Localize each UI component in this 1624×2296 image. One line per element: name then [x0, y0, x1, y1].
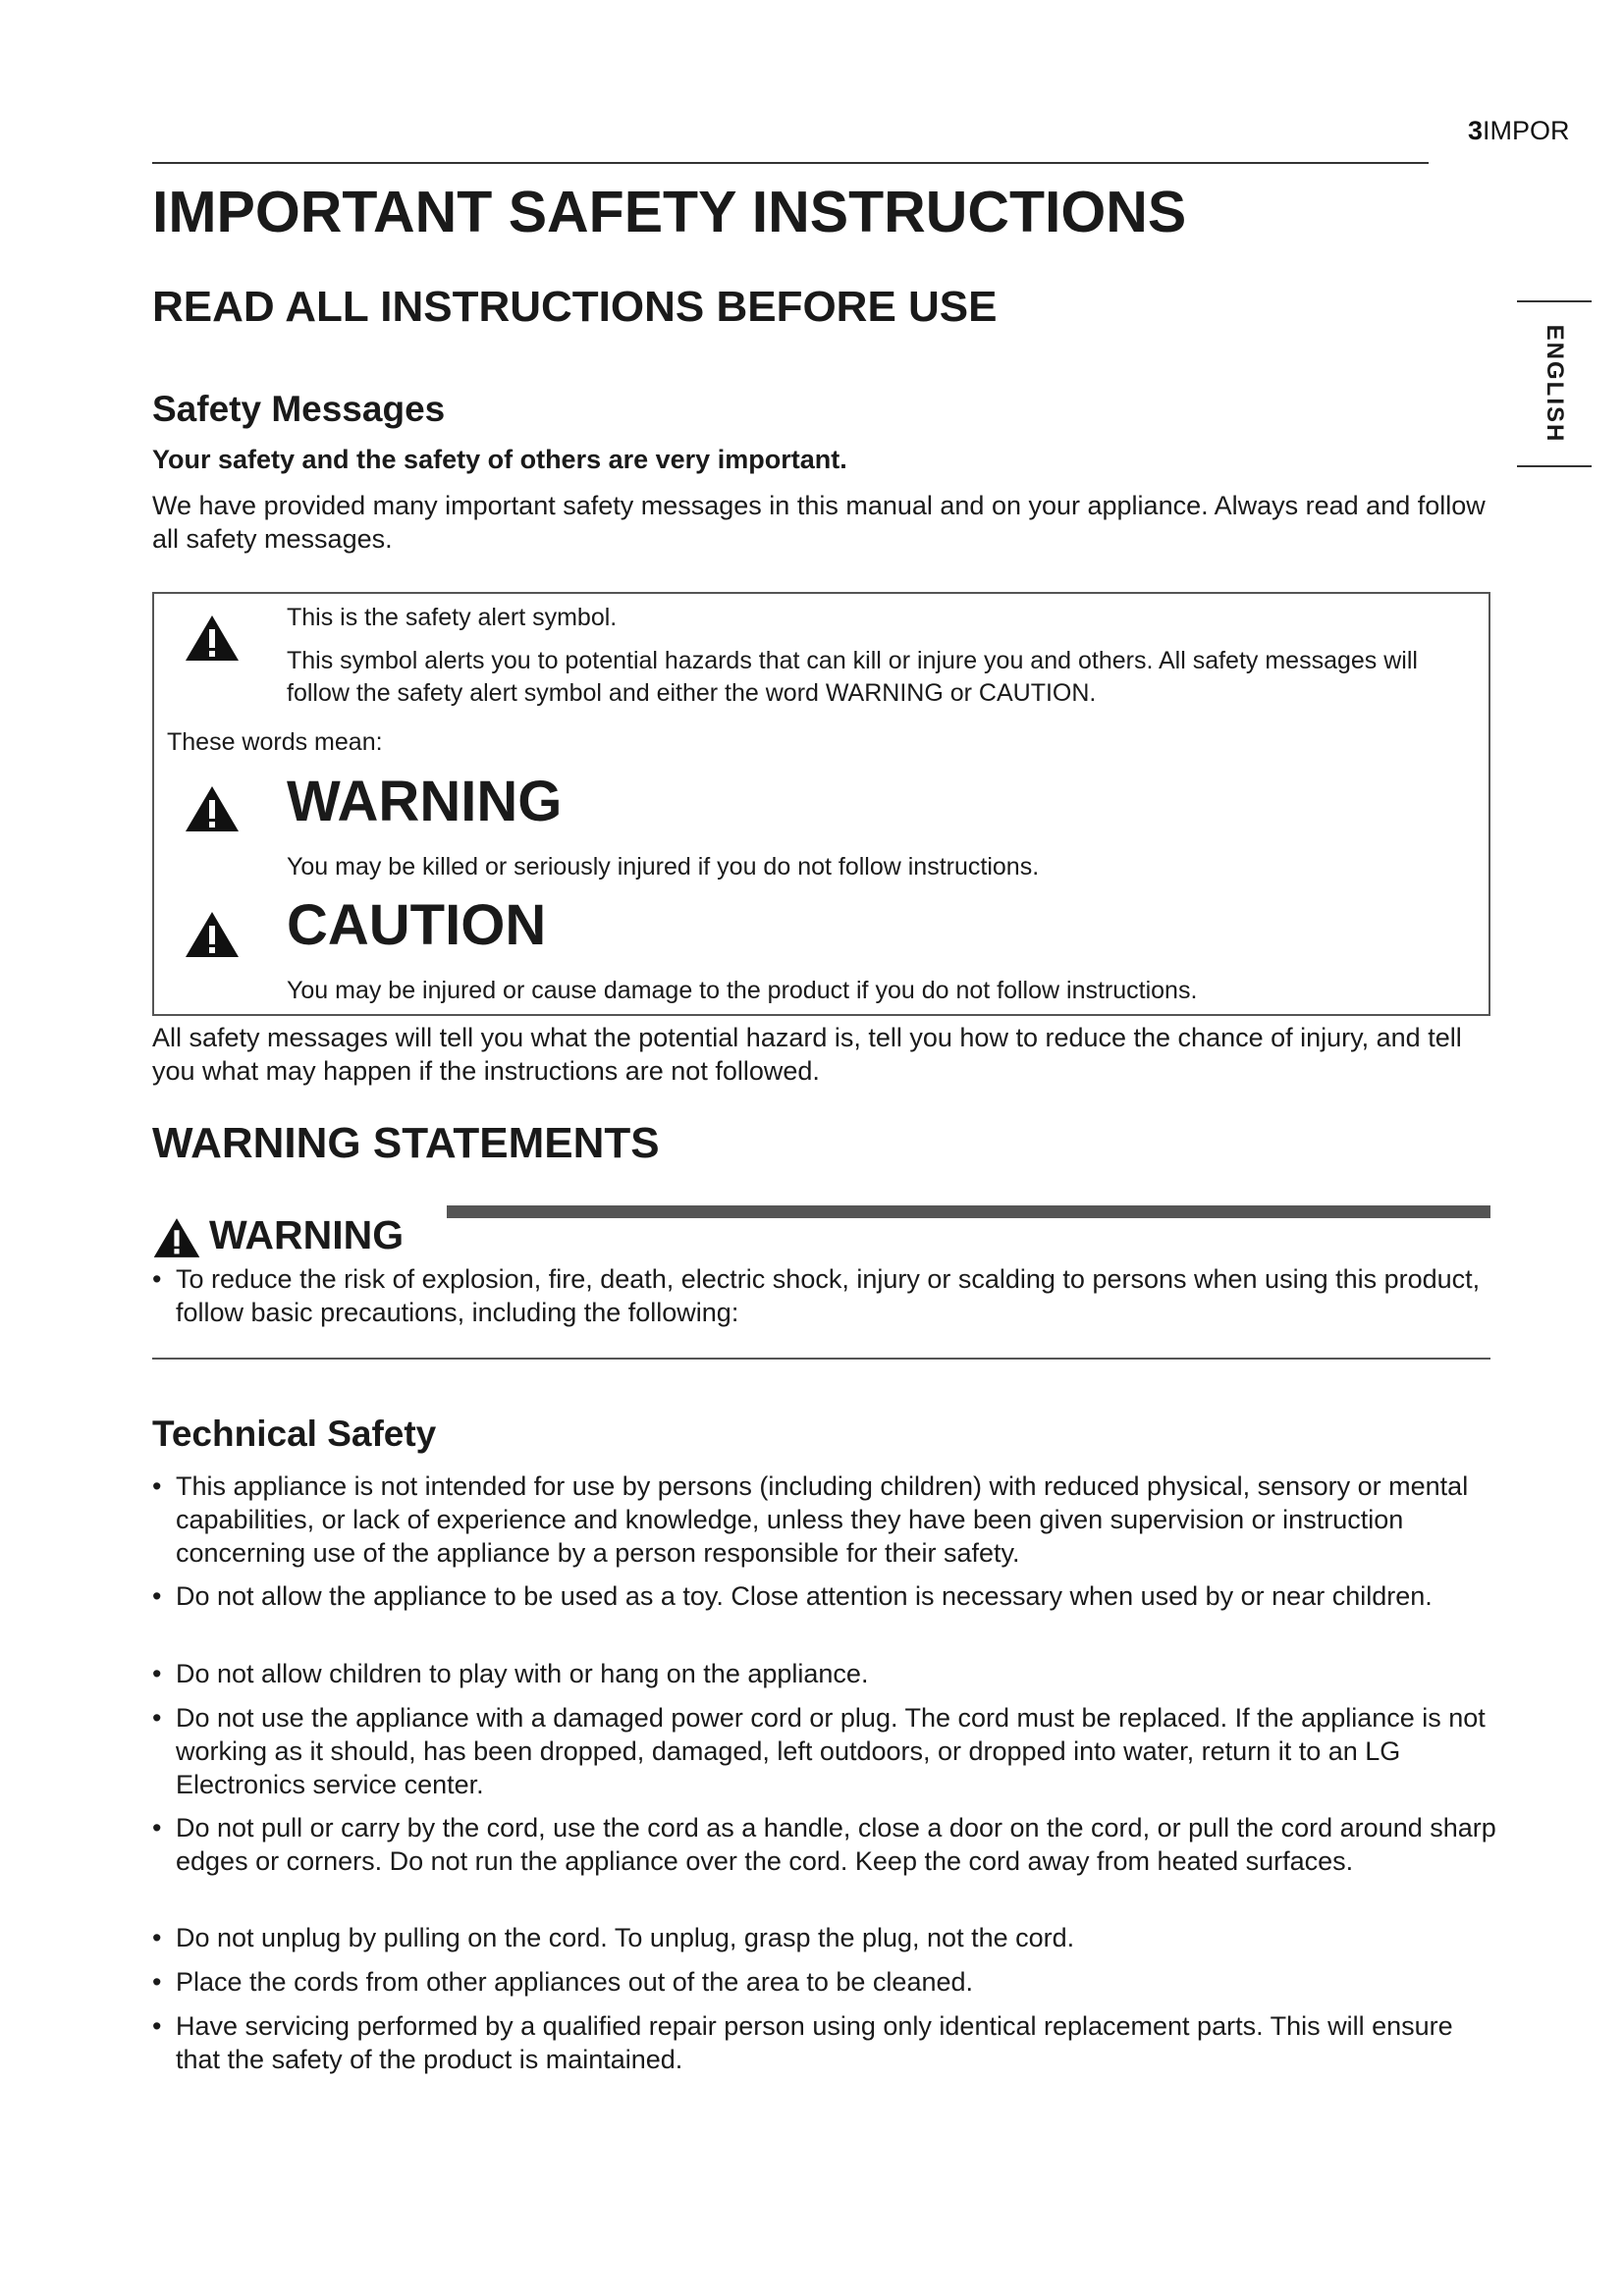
list-item — [152, 1579, 1497, 1613]
running-title: IMPOR — [1483, 116, 1570, 145]
bullet-dot: • — [152, 1703, 162, 1733]
words-mean-label: These words mean: — [167, 728, 383, 756]
list-item — [152, 1921, 1497, 1954]
list-item-text: Do not use the appliance with a damaged power cord or plug. The cord must be replaced. If the appliance is not working as it should, has been dropped, damaged, left outdoors, or dropped into water, return it to an LG Electronics service center. — [176, 1703, 1486, 1799]
safety-alert-icon — [184, 614, 241, 663]
list-item — [152, 1469, 1497, 1570]
safety-messages-heading: Safety Messages — [152, 389, 446, 429]
list-item-text: Place the cords from other appliances out of the area to be cleaned. — [176, 1967, 974, 1997]
list-item-text: Do not unplug by pulling on the cord. To unplug, grasp the plug, not the cord. — [176, 1923, 1075, 1952]
symbol-line: This is the safety alert symbol. — [287, 604, 618, 631]
list-item-text: Have servicing performed by a qualified repair person using only identical replacement parts. This will ensure that the safety of the product is maintained. — [176, 2011, 1453, 2074]
page-number: 3 — [1468, 116, 1484, 145]
caution-alert-icon — [184, 910, 241, 959]
warning-statements-heading: WARNING STATEMENTS — [152, 1119, 660, 1167]
list-item — [152, 1965, 1497, 1999]
bullet-dot: • — [152, 2011, 162, 2041]
technical-safety-heading: Technical Safety — [152, 1414, 437, 1454]
symbol-description: This symbol alerts you to potential hazards that can kill or injure you and others. All safety messages will follow the safety alert symbol and either the word WARNING or CAUTION. — [287, 647, 1418, 707]
list-item-text: Do not allow the appliance to be used as a toy. Close attention is necessary when used by or near children. — [176, 1581, 1433, 1611]
warning-bullet — [152, 1262, 1490, 1329]
caution-definition: You may be injured or cause damage to the product if you do not follow instructions. — [287, 977, 1198, 1004]
warning-label — [152, 1212, 404, 1259]
page-header — [1468, 116, 1570, 146]
warning-icon — [152, 1216, 201, 1259]
warning-bottom-rule — [152, 1358, 1490, 1360]
side-tab-top-rule — [1517, 300, 1592, 302]
list-item — [152, 2009, 1497, 2076]
safety-summary-paragraph: All safety messages will tell you what the potential hazard is, tell you how to reduce the chance of injury, and tell you what may happen if the instructions are not followed. — [152, 1023, 1462, 1086]
warning-alert-icon — [184, 784, 241, 833]
bullet-dot: • — [152, 1471, 162, 1501]
warning-bullet-text: To reduce the risk of explosion, fire, death, electric shock, injury or scalding to persons when using this product, follow basic precautions, including the following: — [176, 1264, 1481, 1327]
safety-intro-paragraph: We have provided many important safety messages in this manual and on your appliance. Always read and follow all safety messages. — [152, 491, 1486, 554]
bullet-dot: • — [152, 1967, 162, 1997]
side-tab-bottom-rule — [1517, 465, 1592, 467]
bullet-dot: • — [152, 1581, 162, 1611]
list-item-text: Do not pull or carry by the cord, use the cord as a handle, close a door on the cord, or pull the cord around sharp edges or corners. Do not run the appliance over the cord. Keep the cord away from heated surfaces. — [176, 1813, 1496, 1876]
warning-header-bar — [447, 1205, 1490, 1218]
page-title: IMPORTANT SAFETY INSTRUCTIONS — [152, 180, 1187, 244]
list-item — [152, 1811, 1497, 1878]
list-item-text: This appliance is not intended for use by persons (including children) with reduced physical, sensory or mental capabilities, or lack of experience and knowledge, unless they have been given supervision or instruction concerning use of the appliance by a person responsible for their safety. — [176, 1471, 1469, 1568]
language-label: ENGLISH — [1542, 324, 1568, 444]
page-subtitle: READ ALL INSTRUCTIONS BEFORE USE — [152, 283, 998, 331]
list-item — [152, 1657, 1497, 1690]
safety-alert-box — [152, 592, 1490, 1016]
warning-signal-word: WARNING — [287, 770, 563, 833]
safety-importance-line: Your safety and the safety of others are very important. — [152, 445, 847, 474]
list-item — [152, 1701, 1497, 1801]
bullet-dot: • — [152, 1264, 162, 1294]
list-item-text: Do not allow children to play with or hang on the appliance. — [176, 1659, 869, 1688]
caution-signal-word: CAUTION — [287, 893, 547, 957]
bullet-dot: • — [152, 1813, 162, 1842]
warning-definition: You may be killed or seriously injured if you do not follow instructions. — [287, 853, 1040, 881]
language-side-tab — [1517, 300, 1592, 467]
warning-label-text: WARNING — [209, 1212, 405, 1257]
bullet-dot: • — [152, 1659, 162, 1688]
bullet-dot: • — [152, 1923, 162, 1952]
header-divider — [152, 162, 1429, 164]
